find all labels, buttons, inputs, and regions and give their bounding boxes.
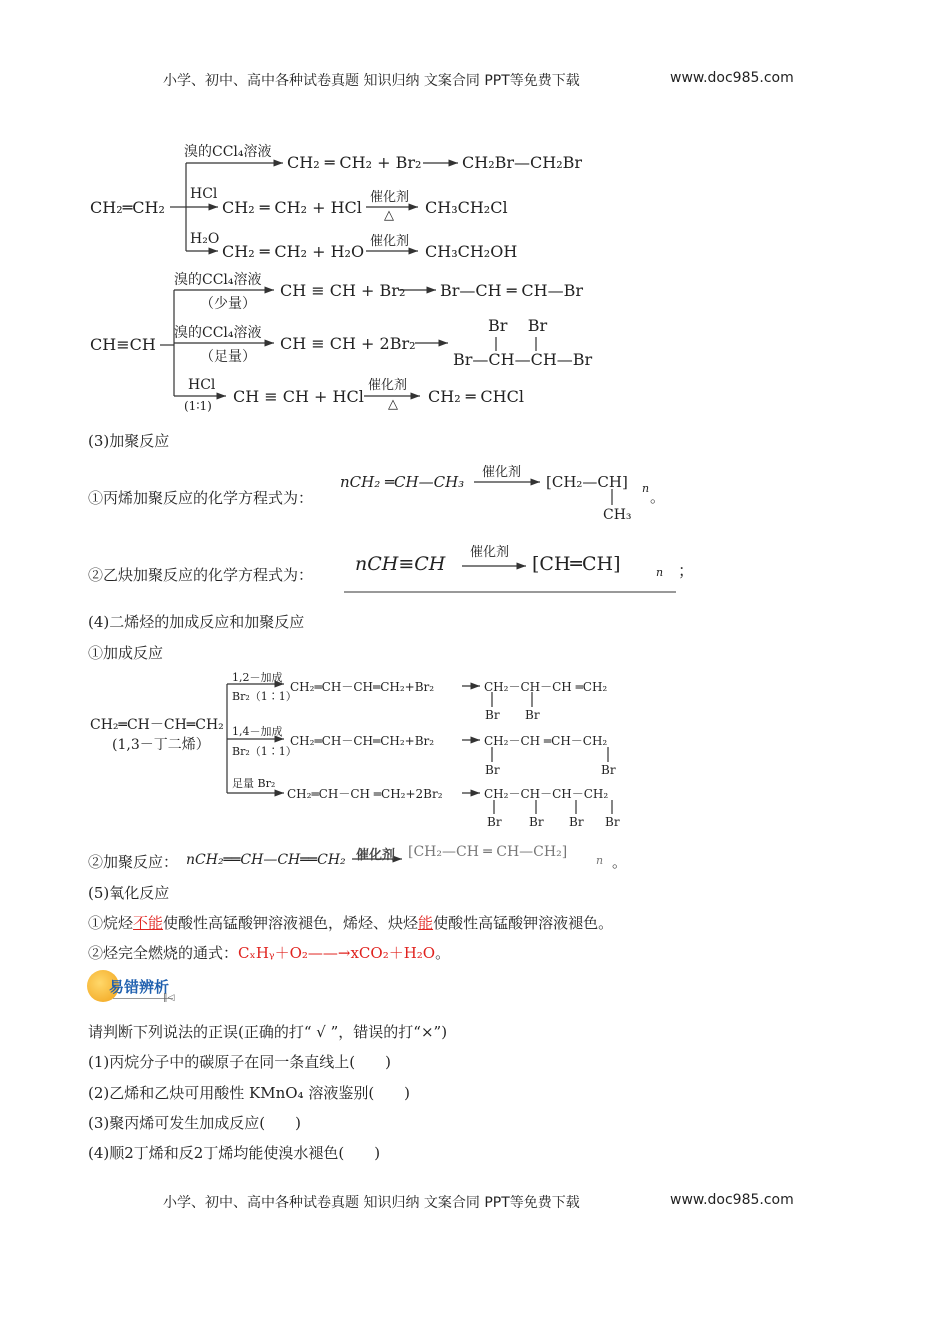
diene-sub2-period: 。	[612, 853, 628, 871]
ethylene-cond-3: 催化剂	[370, 234, 410, 249]
acetylene-amount-2: （足量）	[200, 349, 256, 365]
diene-b3-br3: Br	[569, 815, 584, 829]
oxidation-can: 能	[418, 914, 434, 932]
acetylene-product-3: CH₂ ═ CHCl	[428, 387, 524, 406]
oxidation-cannot: 不能	[133, 914, 164, 932]
diene-b2-equation: CH₂═CH－CH═CH₂+Br₂	[290, 734, 435, 748]
acetylene-poly-product: [CH═CH]	[532, 553, 621, 575]
page-footer: 小学、初中、高中各种试卷真题 知识归纳 文案合同 PPT等免费下载	[163, 1195, 580, 1211]
diene-sub2-reactant: nCH₂══CH—CH══CH₂	[186, 852, 346, 868]
judgement-item-1: (1)丙烷分子中的碳原子在同一条直线上( )	[88, 1053, 391, 1071]
judgement-instruction: 请判断下列说法的正误(正确的打“ √ ”，错误的打“×”)	[88, 1023, 448, 1041]
judgement-item-2: (2)乙烯和乙炔可用酸性 KMnO₄ 溶液鉴别( )	[88, 1084, 411, 1102]
ethylene-cond-2: 催化剂	[370, 190, 410, 205]
diene-sub2-n: n	[596, 854, 604, 867]
diene-b2-label1: 1,4－加成	[232, 725, 283, 738]
ethylene-reagent-3: H₂O	[190, 231, 220, 247]
oxidation-line2-end: 。	[435, 944, 451, 962]
page-header-site: www.doc985.com	[670, 70, 794, 86]
diene-reactant-name: (1,3－丁二烯）	[112, 737, 210, 753]
diene-b1-br1: Br	[485, 708, 500, 722]
diene-sub2-label: ②加聚反应：	[88, 853, 179, 871]
diene-b3-br2: Br	[529, 815, 544, 829]
diene-sub2-product: [CH₂—CH ═ CH—CH₂]	[408, 844, 568, 860]
badge-mark-icon: ‖◁	[163, 993, 175, 1003]
acetylene-reagent-1: 溴的CCl₄溶液	[174, 272, 262, 288]
acetylene-reagent-2: 溴的CCl₄溶液	[174, 325, 262, 341]
acetylene-poly-cond: 催化剂	[470, 545, 510, 560]
oxidation-line1	[88, 912, 613, 933]
page-footer-site: www.doc985.com	[670, 1192, 794, 1208]
acetylene-eq-1: CH ≡ CH + Br₂	[280, 281, 406, 300]
diene-b3-br4: Br	[605, 815, 620, 829]
section3-heading: (3)加聚反应	[88, 432, 170, 450]
oxidation-line1-b: 使酸性高锰酸钾溶液褪色，烯烃、炔烃	[163, 914, 419, 932]
propylene-product: [CH₂—CH]	[546, 473, 628, 491]
oxidation-line2	[88, 942, 450, 963]
diene-sub1: ①加成反应	[88, 644, 164, 662]
judgement-item-3: (3)聚丙烯可发生加成反应( )	[88, 1114, 301, 1132]
ethylene-reagent-2: HCl	[190, 186, 218, 202]
oxidation-line1-a: ①烷烃	[88, 914, 134, 932]
acetylene-cond-3: 催化剂	[368, 378, 408, 393]
oxidation-line1-c: 使酸性高锰酸钾溶液褪色。	[433, 914, 614, 932]
diene-b3-product: CH₂－CH－CH－CH₂	[484, 787, 609, 801]
diene-b2-product: CH₂－CH ═CH－CH₂	[484, 734, 608, 748]
propylene-reactant: nCH₂ ═CH—CH₃	[340, 473, 465, 491]
diene-b3-label1: 足量 Br₂	[232, 777, 276, 790]
badge-title: 易错辨析	[109, 978, 170, 996]
ethylene-reagent-1: 溴的CCl₄溶液	[184, 144, 272, 160]
ethylene-eq-3: CH₂ ═ CH₂ + H₂O	[222, 242, 365, 261]
ethylene-product-2: CH₃CH₂Cl	[425, 198, 508, 217]
diene-b2-br2: Br	[601, 763, 616, 777]
acetylene-poly-semicolon: ；	[678, 561, 695, 580]
diene-b2-label2: Br₂（1∶1）	[232, 745, 297, 758]
ethylene-product-1: CH₂Br—CH₂Br	[462, 153, 583, 172]
acetylene-heat-3: △	[388, 397, 398, 412]
ethylene-eq-2: CH₂ ═ CH₂ + HCl	[222, 198, 362, 217]
ethylene-product-3: CH₃CH₂OH	[425, 242, 518, 261]
acetylene-eq-2: CH ≡ CH + 2Br₂	[280, 334, 416, 353]
diene-b1-product: CH₂－CH－CH ═CH₂	[484, 680, 608, 694]
diene-reactant: CH₂═CH－CH═CH₂	[90, 717, 224, 733]
acetylene-poly-n: n	[656, 566, 664, 579]
section5-heading: (5)氧化反应	[88, 884, 170, 902]
propylene-label: ①丙烯加聚反应的化学方程式为：	[88, 489, 314, 507]
acetylene-amount-3: (1∶1)	[184, 399, 212, 413]
acetylene-product-2: Br—CH—CH—Br	[453, 350, 593, 369]
propylene-n: n	[642, 482, 650, 495]
ethylene-reactant: CH₂═CH₂	[90, 198, 165, 217]
section4-heading: (4)二烯烃的加成反应和加聚反应	[88, 613, 305, 631]
diene-b1-label2: Br₂（1∶1）	[232, 690, 297, 703]
ethylene-heat-2: △	[384, 208, 394, 223]
propylene-period: 。	[650, 488, 666, 506]
acetylene-product-2-top: Br Br	[488, 316, 548, 335]
diene-b1-br2: Br	[525, 708, 540, 722]
acetylene-product-1: Br—CH ═ CH—Br	[440, 281, 584, 300]
acetylene-reactant: CH≡CH	[90, 335, 156, 354]
combustion-formula: CₓHᵧ＋O₂——→xCO₂＋H₂O	[238, 944, 436, 962]
acetylene-poly-label: ②乙炔加聚反应的化学方程式为：	[88, 566, 314, 584]
propylene-cond: 催化剂	[482, 465, 522, 480]
oxidation-line2-a: ②烃完全燃烧的通式：	[88, 944, 239, 962]
ethylene-eq-1: CH₂ ═ CH₂ + Br₂	[287, 153, 422, 172]
propylene-ch3: CH₃	[603, 507, 632, 523]
acetylene-amount-1: （少量）	[200, 296, 256, 312]
error-analysis-badge	[87, 968, 179, 1004]
diene-b3-equation: CH₂═CH－CH ═CH₂+2Br₂	[287, 787, 443, 801]
diene-b3-br1: Br	[487, 815, 502, 829]
acetylene-poly-reactant: nCH≡CH	[355, 553, 446, 575]
page-header: 小学、初中、高中各种试卷真题 知识归纳 文案合同 PPT等免费下载	[163, 73, 580, 89]
diene-b2-br1: Br	[485, 763, 500, 777]
judgement-item-4: (4)顺2丁烯和反2丁烯均能使溴水褪色( )	[88, 1144, 381, 1162]
diene-b1-label1: 1,2－加成	[232, 671, 283, 684]
diene-sub2-cond: 催化剂	[356, 848, 396, 863]
acetylene-reagent-3: HCl	[188, 377, 216, 393]
diene-b1-equation: CH₂═CH－CH═CH₂+Br₂	[290, 680, 435, 694]
acetylene-eq-3: CH ≡ CH + HCl	[233, 387, 364, 406]
